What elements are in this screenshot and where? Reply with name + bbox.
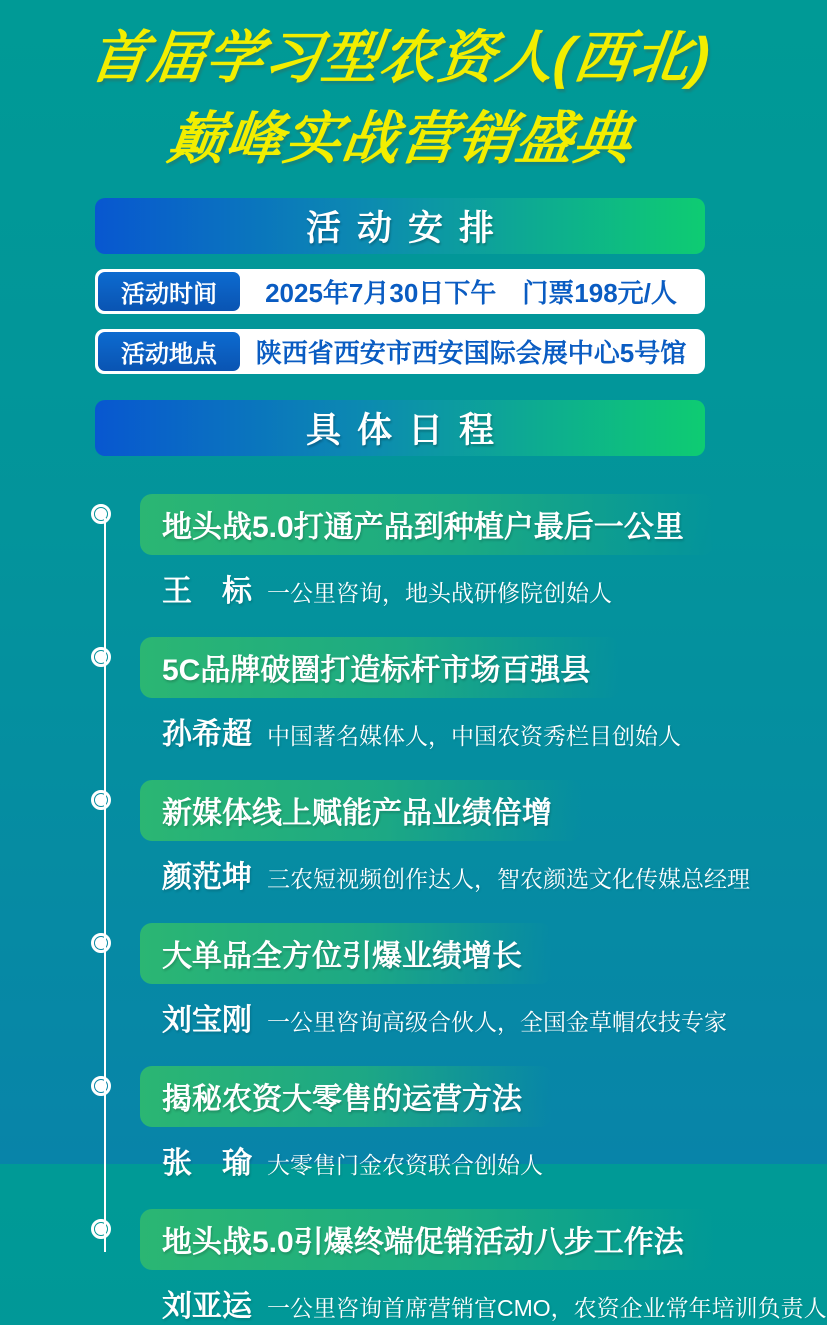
section-banner-arrangement: 活动安排 [95,198,705,254]
speaker-title: 一公里咨询首席营销官CMO，农资企业常年培训负责人 [267,1294,827,1321]
agenda-speaker-row [140,1281,827,1325]
speaker-title: 一公里咨询，地头战研修院创始人 [267,579,612,606]
agenda-item-6 [140,1209,827,1325]
agenda-item-5 [140,1066,792,1182]
agenda-topic: 揭秘农资大零售的运营方法 [140,1066,552,1127]
agenda-topic: 新媒体线上赋能产品业绩倍增 [140,780,582,841]
agenda-speaker-row [140,1138,792,1182]
agenda-item-3 [140,780,792,896]
speaker-title: 大零售门金农资联合创始人 [267,1151,543,1178]
info-row-place [95,329,705,374]
agenda-topic: 地头战5.0引爆终端促销活动八步工作法 [140,1209,714,1270]
timeline-node-icon [91,647,111,667]
timeline-dot-icon [95,508,107,520]
speaker-name: 刘宝刚 [162,1003,252,1037]
agenda-speaker-row [140,566,792,610]
timeline-dot-icon [95,651,107,663]
speaker-name: 王 标 [162,574,252,608]
agenda-speaker-row [140,852,792,896]
speaker-title: 三农短视频创作达人，智农颜选文化传媒总经理 [267,865,750,892]
agenda-topic: 5C品牌破圈打造标杆市场百强县 [140,637,620,698]
timeline-dot-icon [95,794,107,806]
speaker-title: 一公里咨询高级合伙人，全国金草帽农技专家 [267,1008,727,1035]
timeline-dot-icon [95,937,107,949]
agenda-topic: 地头战5.0打通产品到种植户最后一公里 [140,494,714,555]
poster-title-line1: 首届学习型农资人(西北) [86,26,714,90]
info-value-time: 2025年7月30日下午 门票198元/人 [265,277,677,308]
info-value-place: 陕西省西安市西安国际会展中心5号馆 [255,337,687,368]
timeline-node-icon [91,504,111,524]
timeline-node-icon [91,790,111,810]
agenda-speaker-row [140,709,792,753]
timeline-node-icon [91,1219,111,1239]
speaker-title: 中国著名媒体人，中国农资秀栏目创始人 [267,722,681,749]
speaker-name: 张 瑜 [162,1146,252,1180]
speaker-name: 颜范坤 [162,860,252,894]
info-label-time: 活动时间 [98,272,240,311]
agenda-speaker-row [140,995,792,1039]
timeline-node-icon [91,1076,111,1096]
agenda-item-1 [140,494,792,610]
timeline-node-icon [91,933,111,953]
info-label-place: 活动地点 [98,332,240,371]
info-row-time [95,269,705,314]
agenda-item-4 [140,923,792,1039]
poster-title [0,0,800,180]
agenda-timeline [0,494,827,1325]
agenda-topic: 大单品全方位引爆业绩增长 [140,923,552,984]
timeline-dot-icon [95,1223,107,1235]
agenda-item-2 [140,637,792,753]
section-banner-schedule: 具体日程 [95,400,705,456]
speaker-name: 孙希超 [162,717,252,751]
poster-title-line2: 巅峰实战营销盛典 [164,106,636,171]
timeline-dot-icon [95,1080,107,1092]
speaker-name: 刘亚运 [162,1289,252,1323]
